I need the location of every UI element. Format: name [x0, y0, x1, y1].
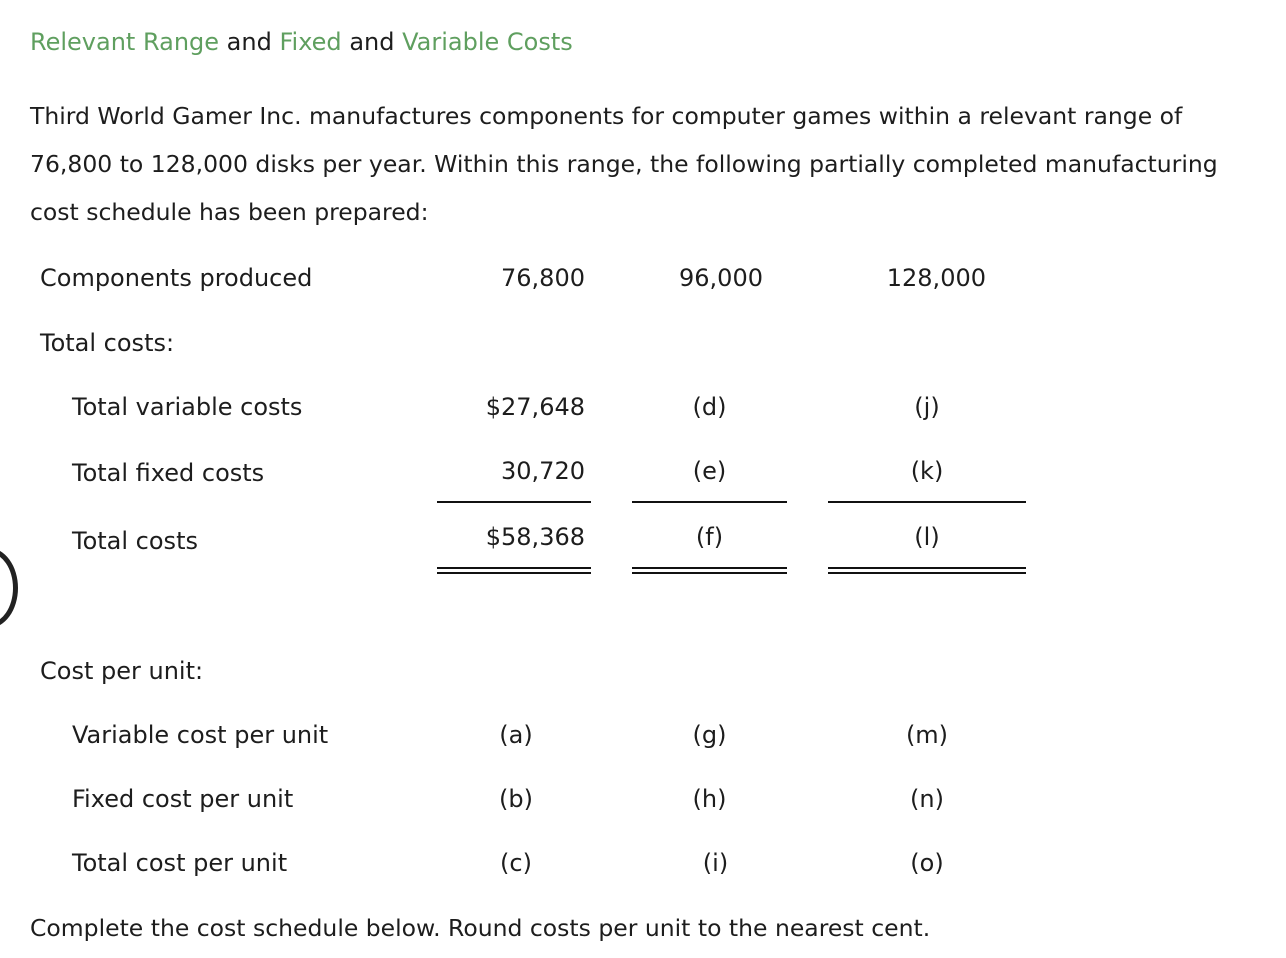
- total-fixed-costs-value-2: (e): [692, 457, 727, 485]
- title-connector: and: [349, 28, 395, 56]
- total-double-rule-2: [632, 567, 787, 574]
- total-variable-costs-value-3: (j): [914, 393, 940, 421]
- variable-cost-per-unit-value-2: (g): [692, 721, 727, 749]
- total-costs-value-1: $58,368: [485, 523, 585, 551]
- total-costs-value-3: (l): [914, 523, 940, 551]
- level-header-1: 76,800: [501, 264, 585, 292]
- total-cost-per-unit-value-2: (i): [702, 849, 729, 877]
- total-fixed-costs-value-1: 30,720: [501, 457, 585, 485]
- total-cost-per-unit-value-1: (c): [500, 849, 532, 877]
- variable-cost-per-unit-value-1: (a): [499, 721, 533, 749]
- fixed-cost-per-unit-value-1: (b): [499, 785, 533, 813]
- page-title: [30, 28, 573, 56]
- variable-cost-per-unit-value-3: (m): [905, 721, 949, 749]
- components-produced-label: Components produced: [40, 264, 313, 292]
- total-costs-label: Total costs: [72, 527, 198, 555]
- total-double-rule-3: [828, 567, 1026, 574]
- cost-per-unit-heading: Cost per unit:: [40, 657, 204, 685]
- instructions: Complete the cost schedule below. Round costs per unit to the nearest cent.: [30, 914, 931, 942]
- title-term-fixed: Fixed: [279, 28, 342, 56]
- total-fixed-costs-value-3: (k): [910, 457, 944, 485]
- variable-cost-per-unit-label: Variable cost per unit: [72, 721, 329, 749]
- problem-description: Third World Gamer Inc. manufactures components for computer games within a relevant range of 76,800 to 128,000 disks per year. Within this range, the following partially completed manufacturing cost schedule has been prepared:: [30, 102, 1218, 226]
- fixed-cost-per-unit-label: Fixed cost per unit: [72, 785, 294, 813]
- total-costs-heading: Total costs:: [40, 329, 175, 357]
- fixed-cost-per-unit-value-2: (h): [692, 785, 727, 813]
- total-costs-value-2: (f): [695, 523, 724, 551]
- total-variable-costs-value-2: (d): [692, 393, 727, 421]
- title-connector: and: [226, 28, 272, 56]
- total-fixed-costs-label: Total fixed costs: [72, 459, 265, 487]
- level-header-3: 128,000: [886, 264, 986, 292]
- total-cost-per-unit-value-3: (o): [910, 849, 944, 877]
- total-cost-per-unit-label: Total cost per unit: [72, 849, 288, 877]
- level-header-2: 96,000: [679, 264, 763, 292]
- total-variable-costs-label: Total variable costs: [72, 393, 303, 421]
- edge-circle-icon[interactable]: [0, 548, 18, 628]
- fixed-cost-per-unit-value-3: (n): [910, 785, 944, 813]
- total-double-rule-1: [437, 567, 591, 574]
- total-variable-costs-value-1: $27,648: [485, 393, 585, 421]
- title-term-relevant-range: Relevant Range: [30, 28, 220, 56]
- subtotal-rule-2: [632, 501, 787, 503]
- subtotal-rule-3: [828, 501, 1026, 503]
- subtotal-rule-1: [437, 501, 591, 503]
- title-term-variable-costs: Variable Costs: [402, 28, 573, 56]
